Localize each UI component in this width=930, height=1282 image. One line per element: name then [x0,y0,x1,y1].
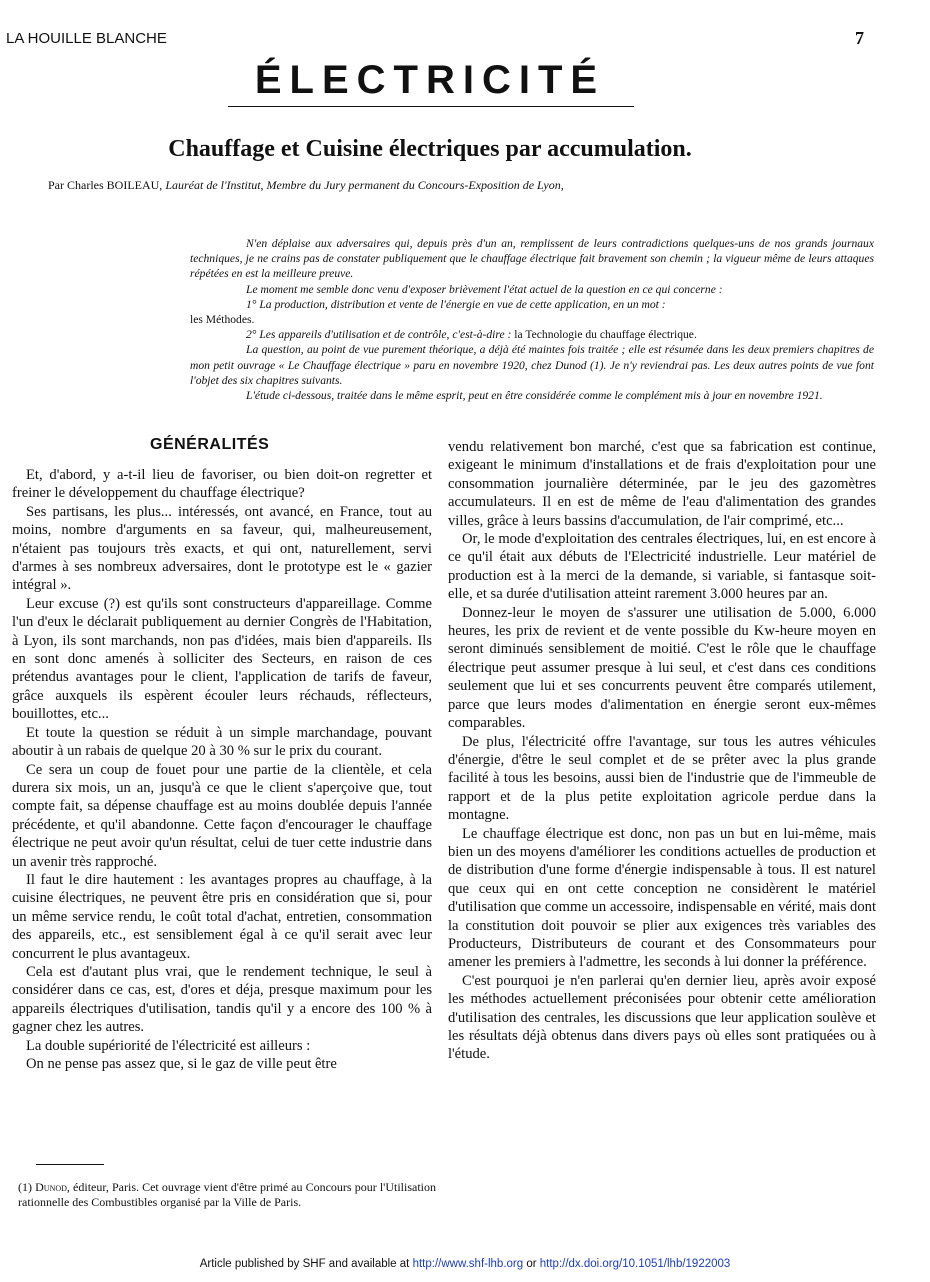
intro-paragraph: 1° La production, distribution et vente de l'énergie en vue de cette application, en un mot : [246,297,666,311]
paragraph: C'est pourquoi je n'en parlerai qu'en dernier lieu, après avoir exposé les méthodes actuellement préconisées pour obtenir cette amélioration d'utilisation des centrales, les discussions que leur application soulève et les résultats déjà obtenus dans divers pays où elles sont pratiquées ou à l'étude. [448,972,876,1063]
intro-paragraph [190,327,874,342]
intro-block [190,236,874,403]
footnote-text: , éditeur, Paris. Cet ouvrage vient d'être primé au Concours pour l'Utilisation rationnelle des Combustibles organisé par la Ville de Paris. [18,1180,436,1209]
byline [48,178,928,193]
paragraph: Ses partisans, les plus... intéressés, ont avancé, en France, tout au moins, nombre d'arguments en sa faveur, qui, malheureusement, n'étaient pas toujours très exacts, et qui ont, naturellement, servi d'armes à ses nombreux adversaires, dont le prototype est le « gazier intégral ». [12,503,432,594]
paragraph: Ce sera un coup de fouet pour une partie de la clientèle, et cela durera six mois, un an, jusqu'à ce que le client s'aperçoive que, tout compte fait, sa dépense chauffage est au moins doublée depuis l'année précédente, et qu'il abandonne. Cette façon d'encourager le chauffage électrique ne peut avoir qu'un résultat, celui de tuer cette industrie dans un avenir très rapproché. [12,761,432,870]
intro-item-2-upright: la Technologie du chauffage électrique. [514,328,697,342]
footnote-publisher: Dunod [35,1180,67,1194]
paragraph: Donnez-leur le moyen de s'assurer une utilisation de 5.000, 6.000 heures, les prix de revient et de vente possible du Kw-heure moyen en seront diminués sensiblement de moitié. C'est le rôle que le chauffage électrique peut assumer presque à lui seul, et c'est dans ces conditions seulement que lui et ses concurrents peuvent être comparés utilement, parce que leurs modes d'alimentation en énergie seront eux-mêmes comparables. [448,604,876,732]
paragraph: De plus, l'électricité offre l'avantage, sur tous les autres véhicules d'énergie, d'être le seul complet et de se prêter avec la plus grande facilité à tous les besoins, aussi bien de l'industrie que de l'immeuble de rapport et de la plus petite exploitation agricole perdue dans la montagne. [448,733,876,824]
footer-link-shf[interactable]: http://www.shf-lhb.org [412,1258,524,1270]
intro-paragraph: L'étude ci-dessous, traitée dans le même esprit, peut en être considérée comme le complément mis à jour en novembre 1921. [246,389,823,403]
section-title: ÉLECTRICITÉ [254,58,606,102]
section-subheading: GÉNÉRALITÉS [150,436,270,453]
journal-name: LA HOUILLE BLANCHE [6,30,167,47]
paragraph: On ne pense pas assez que, si le gaz de ville peut être [26,1056,337,1072]
intro-paragraph: Le moment me semble donc venu d'exposer brièvement l'état actuel de la question en ce qui concerne : [246,282,723,296]
intro-paragraph: La question, au point de vue purement théorique, a déjà été maintes fois traitée ; elle est résumée dans les deux premiers chapitres de mon petit ouvrage « Le Chauffage électrique » paru en novembre 1920, chez Dunod (1). Je n'y reviendrai pas. Les deux autres points de vue font l'objet des six chapitres suivants. [190,343,874,387]
paragraph: Et, d'abord, y a-t-il lieu de favoriser, ou bien doit-on regretter et freiner le développement du chauffage électrique? [12,467,432,502]
byline-role: Lauréat de l'Institut, Membre du Jury permanent du Concours-Exposition de Lyon, [165,178,564,192]
paragraph: Et toute la question se réduit à un simple marchandage, pouvant aboutir à un rabais de quelque 20 à 30 % sur le prix du courant. [12,724,432,760]
footer-middle: or [523,1258,540,1270]
intro-paragraph: les Méthodes. [190,313,255,327]
paragraph: Cela est d'autant plus vrai, que le rendement technique, le seul à considérer dans ce cas, est, d'ores et déja, presque maximum pour les appareils électriques d'utilisation, tandis qu'il y a encore des 100 % à gagner chez les autres. [12,963,432,1036]
byline-author: Par Charles BOILEAU, [48,178,163,192]
paragraph: La double supériorité de l'électricité est ailleurs : [26,1037,311,1054]
footer-link-doi[interactable]: http://dx.doi.org/10.1051/lhb/1922003 [539,1258,731,1270]
footnote-rule [36,1164,104,1165]
footnote [18,1180,436,1209]
footer [0,1258,930,1270]
paragraph: Leur excuse (?) est qu'ils sont constructeurs d'appareillage. Comme l'un d'eux le déclarait publiquement au dernier Congrès de l'Habitation, à Lyon, ils sont marchands, non pas d'idées, mais bien d'appareils. Ils en sont donc amenés à solliciter des Secteurs, en raison de ces prétendus avantages pour le client, l'application de tarifs de faveur, grâce auxquels ils espèrent écouler leurs réchauds, réflecteurs, bouillottes, etc... [12,595,432,723]
intro-item-2: 2° Les appareils d'utilisation et de contrôle, c'est-à-dire : [246,328,512,342]
paragraph: Or, le mode d'exploitation des centrales électriques, lui, en est encore à ce qu'il était aux débuts de l'Electricité industrielle. Leur matériel de production est à la merci de la demande, si variable, si fantasque soit-elle, et sa durée d'utilisation atteint rarement 3.000 heures par an. [448,531,876,603]
footer-prefix: Article published by SHF and available at [199,1258,413,1270]
paragraph: vendu relativement bon marché, c'est que sa fabrication est continue, exigeant le minimum d'installations et de frais d'exploitation pour une consommation journalière déterminée, par le jeu des gazomètres accumulateurs. Il en est de même de l'eau d'alimentation des grandes villes, grâce à leurs bassins d'accumulation, de l'air comprimé, etc... [448,439,876,529]
left-column [12,466,432,1073]
paragraph: Le chauffage électrique est donc, non pas un but en lui-même, mais bien un des moyens d'améliorer les conditions actuelles de production et de distribution d'une forme d'énergie indispensable à tous. Il est naturel que ceux qui en ont cette conception ne considèrent le matériel d'utilisation que comme un accessoire, indispensable en vérité, mais dont la constitution doit pouvoir se plier aux exigences très variables des Producteurs, Distributeurs de courant et des Consommateurs pour amener les premiers à l'admettre, les seconds à lui donner la préférence. [448,825,876,971]
intro-paragraph: N'en déplaise aux adversaires qui, depuis près d'un an, remplissent de leurs contradictions quelques-uns de nos grands journaux techniques, je ne crains pas de constater publiquement que le chauffage électrique fait bravement son chemin ; la vigueur même de leurs attaques répétées en est la meilleure preuve. [190,237,874,281]
title-underline [228,106,634,107]
page-number: 7 [855,28,864,48]
article-title: Chauffage et Cuisine électriques par accumulation. [168,136,692,162]
paragraph: Il faut le dire hautement : les avantages propres au chauffage, à la cuisine électriques, ne peuvent être pris en considération que si, pour un même service rendu, le coût total d'achat, entretien, consommation des appareils, etc., est sensiblement égal à ce qu'il serait avec leur concurrent le plus avantageux. [12,871,432,962]
right-column [448,438,876,1064]
footnote-marker: (1) [18,1180,32,1194]
